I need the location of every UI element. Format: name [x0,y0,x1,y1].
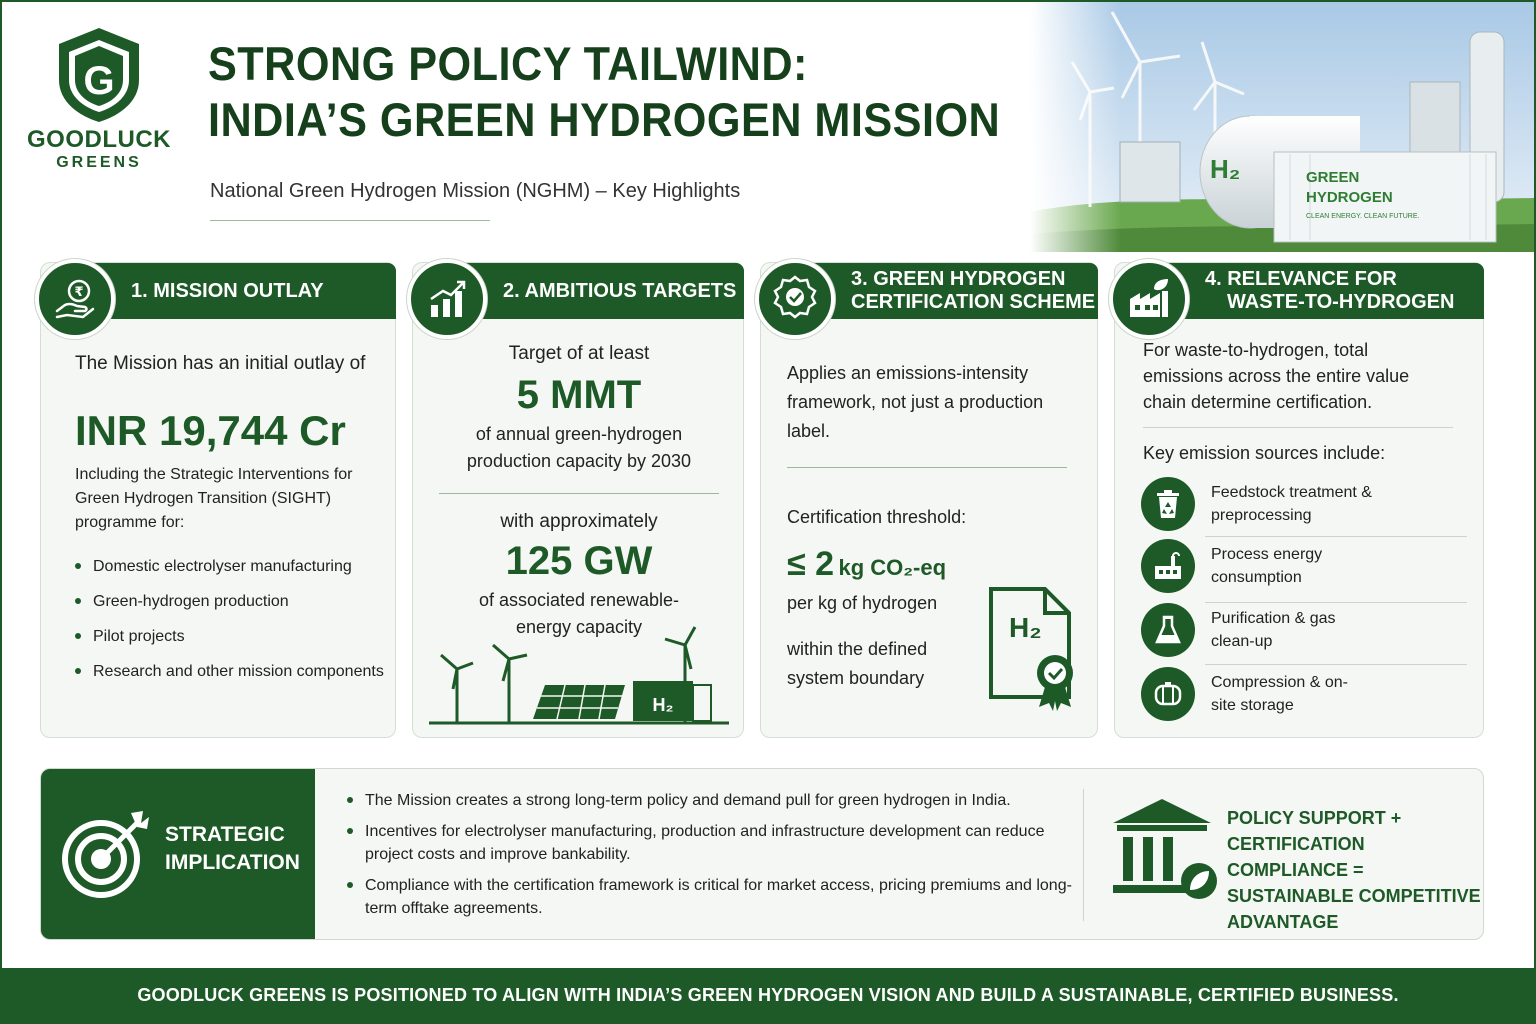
waste-intro: For waste-to-hydrogen, total emissions across the entire value chain determine certification. [1143,340,1410,412]
strategic-equation [1227,805,1483,935]
card-certification-scheme [760,262,1098,738]
recycle-bin-icon [1141,477,1195,531]
hero-illustration [1030,2,1534,252]
svg-text:₹: ₹ [74,285,84,300]
list-item: Compliance with the certification framework is critical for market access, pricing premiums and long-term offtake agreements. [347,874,1087,920]
solar-panel-icon [533,685,625,719]
title-line-2: INDIA’S GREEN HYDROGEN MISSION [208,93,1001,146]
emission-divider [1205,664,1467,665]
page-title [208,36,1000,148]
strategic-title-line-1: STRATEGIC [165,823,285,846]
threshold-value [787,545,946,584]
card-header [413,263,743,319]
card-mission-outlay [40,262,396,738]
emission-divider [1205,536,1467,537]
list-item: Pilot projects [75,625,395,648]
outlay-amount: INR 19,744 Cr [75,407,346,454]
card-ambitious-targets [412,262,744,738]
list-item: Green-hydrogen production [75,590,395,613]
equation-line-4: ADVANTAGE [1227,912,1339,932]
targets-lead-2: with approximately [500,511,658,532]
targets-value-2: 125 GW [505,539,653,583]
targets-desc-1: of annual green-hydrogen production capacity by 2030 [466,424,692,471]
threshold-unit: kg CO₂-eq [838,555,947,580]
emission-source-item [1141,477,1421,531]
factory-leaf-icon [1109,259,1189,339]
h2-certificate-document-icon [983,581,1081,715]
outlay-intro: The Mission has an initial outlay of [75,353,366,374]
certificate-h2-label: H₂ [1009,612,1042,643]
equation-line-3: SUSTAINABLE COMPETITIVE [1227,886,1481,906]
strategic-title-line-2: IMPLICATION [165,851,300,874]
card-header [41,263,395,319]
emission-source-item [1141,667,1361,721]
outlay-description: Including the Strategic Interventions for Green Hydrogen Transition (SIGHT) programme for: [75,466,353,531]
outlay-list [75,555,395,683]
threshold-label: Certification threshold: [787,507,967,527]
certification-divider [787,467,1067,468]
threshold-per-unit: per kg of hydrogen [787,593,938,613]
list-item: Incentives for electrolyser manufacturing, production and infrastructure development can reduce project costs and improve bankability. [347,820,1087,866]
list-item: Research and other mission components [75,660,395,683]
h2-container-label: H₂ [652,695,674,715]
footer-banner: GOODLUCK GREENS IS POSITIONED TO ALIGN WITH INDIA’S GREEN HYDROGEN VISION AND BUILD A SUSTAINABLE, CERTIFIED BUSINESS. [2,968,1534,1022]
flask-icon [1141,603,1195,657]
card-title-line-1: 3. GREEN HYDROGEN [851,268,1066,290]
subtitle-divider [210,220,490,221]
threshold-number: ≤ 2 [787,545,835,583]
strategic-title [165,821,300,877]
strategic-header [41,769,315,940]
emission-source-label: Compression & on-site storage [1211,674,1348,714]
storage-tank-icon [1141,667,1195,721]
card-title-line-1: 4. RELEVANCE FOR [1205,268,1397,290]
plant-energy-icon [1141,539,1195,593]
targets-lead-1: Target of at least [508,343,650,364]
brand-name: GOODLUCK [27,126,171,153]
waste-divider [1143,427,1453,428]
targets-divider [439,493,719,494]
certification-intro: Applies an emissions-intensity framework, not just a production label. [787,363,1044,441]
brand-logo [24,24,174,172]
card-title-line-2: CERTIFICATION SCHEME [851,291,1096,313]
list-item: Domestic electrolyser manufacturing [75,555,395,578]
growth-chart-icon [407,259,487,339]
emission-source-item [1141,603,1361,657]
strategic-implication-panel [40,768,1484,940]
emission-source-label: Purification & gas clean-up [1211,610,1336,650]
targets-value-1: 5 MMT [516,373,642,417]
bank-leaf-icon [1107,795,1217,901]
shield-logo-icon [51,24,147,124]
rupee-hand-icon [35,259,115,339]
card-title: 2. AMBITIOUS TARGETS [457,263,744,319]
emission-source-label: Process energy consumption [1211,546,1323,586]
certificate-badge-icon [755,259,835,339]
card-header [1115,263,1483,319]
card-header [761,263,1097,319]
strategic-divider [1083,789,1084,921]
card-title-line-2: WASTE-TO-HYDROGEN [1227,291,1455,313]
svg-text:G: G [83,59,115,103]
card-title [805,263,1098,319]
threshold-boundary: within the defined system boundary [787,639,928,688]
targets-desc-2: of associated renewable-energy capacity [478,590,680,637]
emission-source-label: Feedstock treatment & preprocessing [1211,484,1372,524]
page-subtitle: National Green Hydrogen Mission (NGHM) – Key Highlights [210,180,741,202]
equation-line-2: CERTIFICATION COMPLIANCE = [1227,834,1365,880]
waste-sources-label: Key emission sources include: [1143,443,1386,463]
equation-line-1: POLICY SUPPORT + [1227,808,1402,828]
list-item: The Mission creates a strong long-term policy and demand pull for green hydrogen in India. [347,789,1087,812]
card-title: 1. MISSION OUTLAY [85,263,396,319]
target-arrow-icon [61,805,153,901]
brand-sub: GREENS [56,154,142,171]
renewable-energy-illustration [429,619,729,727]
title-line-1: STRONG POLICY TAILWIND: [208,37,808,90]
card-waste-to-hydrogen [1114,262,1484,738]
emission-source-item [1141,539,1361,593]
strategic-points [347,789,1087,928]
card-title [1159,263,1484,319]
